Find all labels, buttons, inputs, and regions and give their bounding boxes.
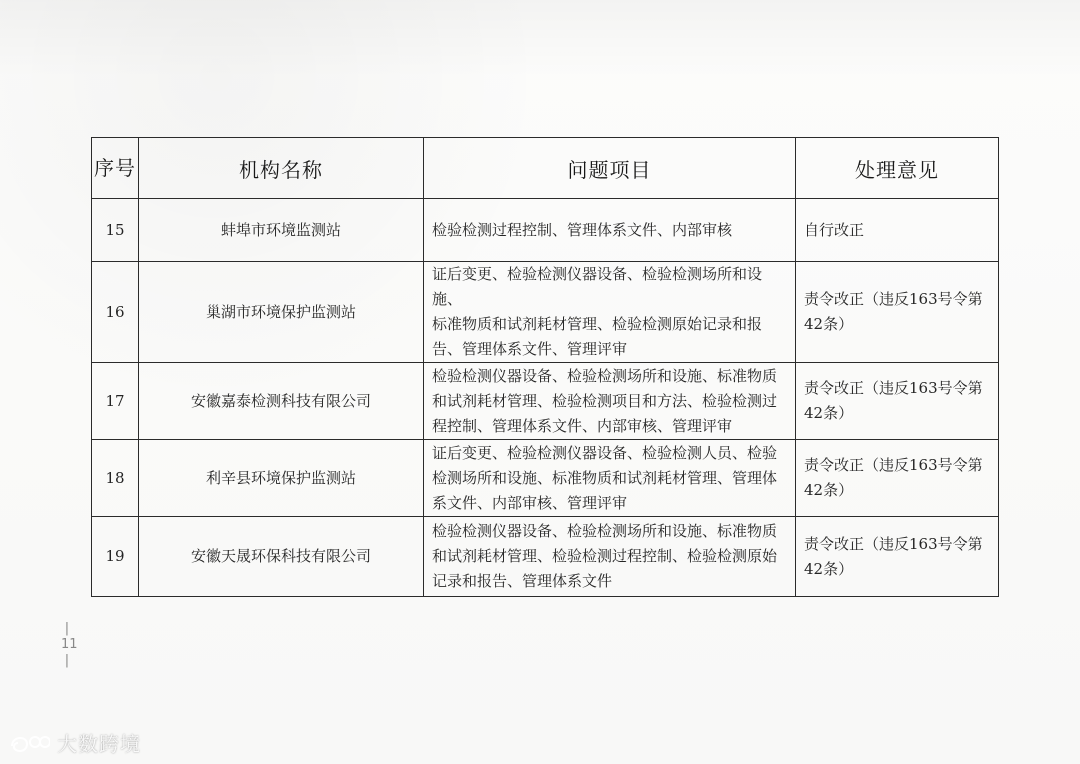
issue-line: 证后变更、检验检测仪器设备、检验检测场所和设施、 [432, 265, 763, 308]
handling-opinion-header: 处理意见 [796, 138, 999, 199]
handling-opinion [796, 517, 999, 597]
row-index: 16 [92, 262, 139, 363]
table-header-row [92, 138, 999, 199]
issue-items [424, 199, 796, 262]
handling-opinion [796, 199, 999, 262]
opinion-line: 责令改正（违反163号令第 [804, 290, 983, 308]
opinion-line: 42条） [804, 481, 854, 499]
issue-items [424, 440, 796, 517]
issue-line: 系文件、内部审核、管理评审 [432, 493, 628, 512]
organization-name: 利辛县环境保护监测站 [139, 440, 424, 517]
issue-line: 记录和报告、管理体系文件 [432, 572, 613, 590]
opinion-line: 42条） [804, 559, 854, 578]
issue-line: 检验检测仪器设备、检验检测场所和设施、标准物质 [432, 366, 778, 385]
table-row [92, 440, 999, 517]
table-row [92, 262, 999, 363]
issue-line: 证后变更、检验检测仪器设备、检验检测人员、检验 [432, 443, 778, 462]
row-index: 19 [92, 517, 139, 597]
handling-opinion [796, 440, 999, 517]
opinion-line: 责令改正（违反163号令第 [804, 379, 983, 397]
index-header [92, 138, 139, 199]
page-mark-top: | [64, 621, 70, 636]
opinion-line: 42条） [804, 404, 854, 422]
issue-line: 和试剂耗材管理、检验检测项目和方法、检验检测过 [432, 391, 778, 410]
row-index: 18 [92, 440, 139, 517]
issue-line: 检验检测仪器设备、检验检测场所和设施、标准物质 [432, 522, 778, 540]
organization-name: 蚌埠市环境监测站 [139, 199, 424, 262]
watermark [8, 728, 141, 757]
opinion-line: 42条） [804, 315, 854, 333]
scan-shadow [0, 0, 1080, 78]
table-row [92, 199, 999, 262]
page-mark-bottom: | [64, 653, 70, 668]
organization-header: 机构名称 [139, 138, 424, 199]
organization-name: 巢湖市环境保护监测站 [139, 262, 424, 363]
issue-line: 和试剂耗材管理、检验检测过程控制、检验检测原始 [432, 547, 778, 565]
organization-name: 安徽嘉泰检测科技有限公司 [139, 363, 424, 440]
inspection-results-table [91, 137, 999, 597]
handling-opinion [796, 262, 999, 363]
issue-items-header: 问题项目 [424, 138, 796, 199]
issue-line: 程控制、管理体系文件、内部审核、管理评审 [432, 416, 733, 435]
row-index: 17 [92, 363, 139, 440]
table-row [92, 363, 999, 440]
issue-line: 告、管理体系文件、管理评审 [432, 340, 628, 358]
page-number-mark [61, 621, 78, 669]
watermark-text: 大数跨境 [57, 732, 141, 756]
organization-name: 安徽天晟环保科技有限公司 [139, 517, 424, 597]
issue-items [424, 517, 796, 597]
issue-line: 标准物质和试剂耗材管理、检验检测原始记录和报 [432, 315, 763, 333]
issue-items [424, 262, 796, 363]
opinion-line: 自行改正 [804, 220, 865, 239]
opinion-line: 责令改正（违反163号令第 [804, 456, 983, 474]
issue-line: 检验检测过程控制、管理体系文件、内部审核 [432, 220, 733, 239]
inspection-results-table-wrap [91, 137, 998, 597]
index-header-label: 序号 [94, 156, 136, 180]
table-row [92, 517, 999, 597]
issue-items [424, 363, 796, 440]
page-mark-middle: 11 [61, 637, 78, 652]
row-index: 15 [92, 199, 139, 262]
handling-opinion [796, 363, 999, 440]
brand-logo-icon [8, 731, 50, 755]
opinion-line: 责令改正（违反163号令第 [804, 534, 983, 553]
issue-line: 检测场所和设施、标准物质和试剂耗材管理、管理体 [432, 468, 778, 487]
